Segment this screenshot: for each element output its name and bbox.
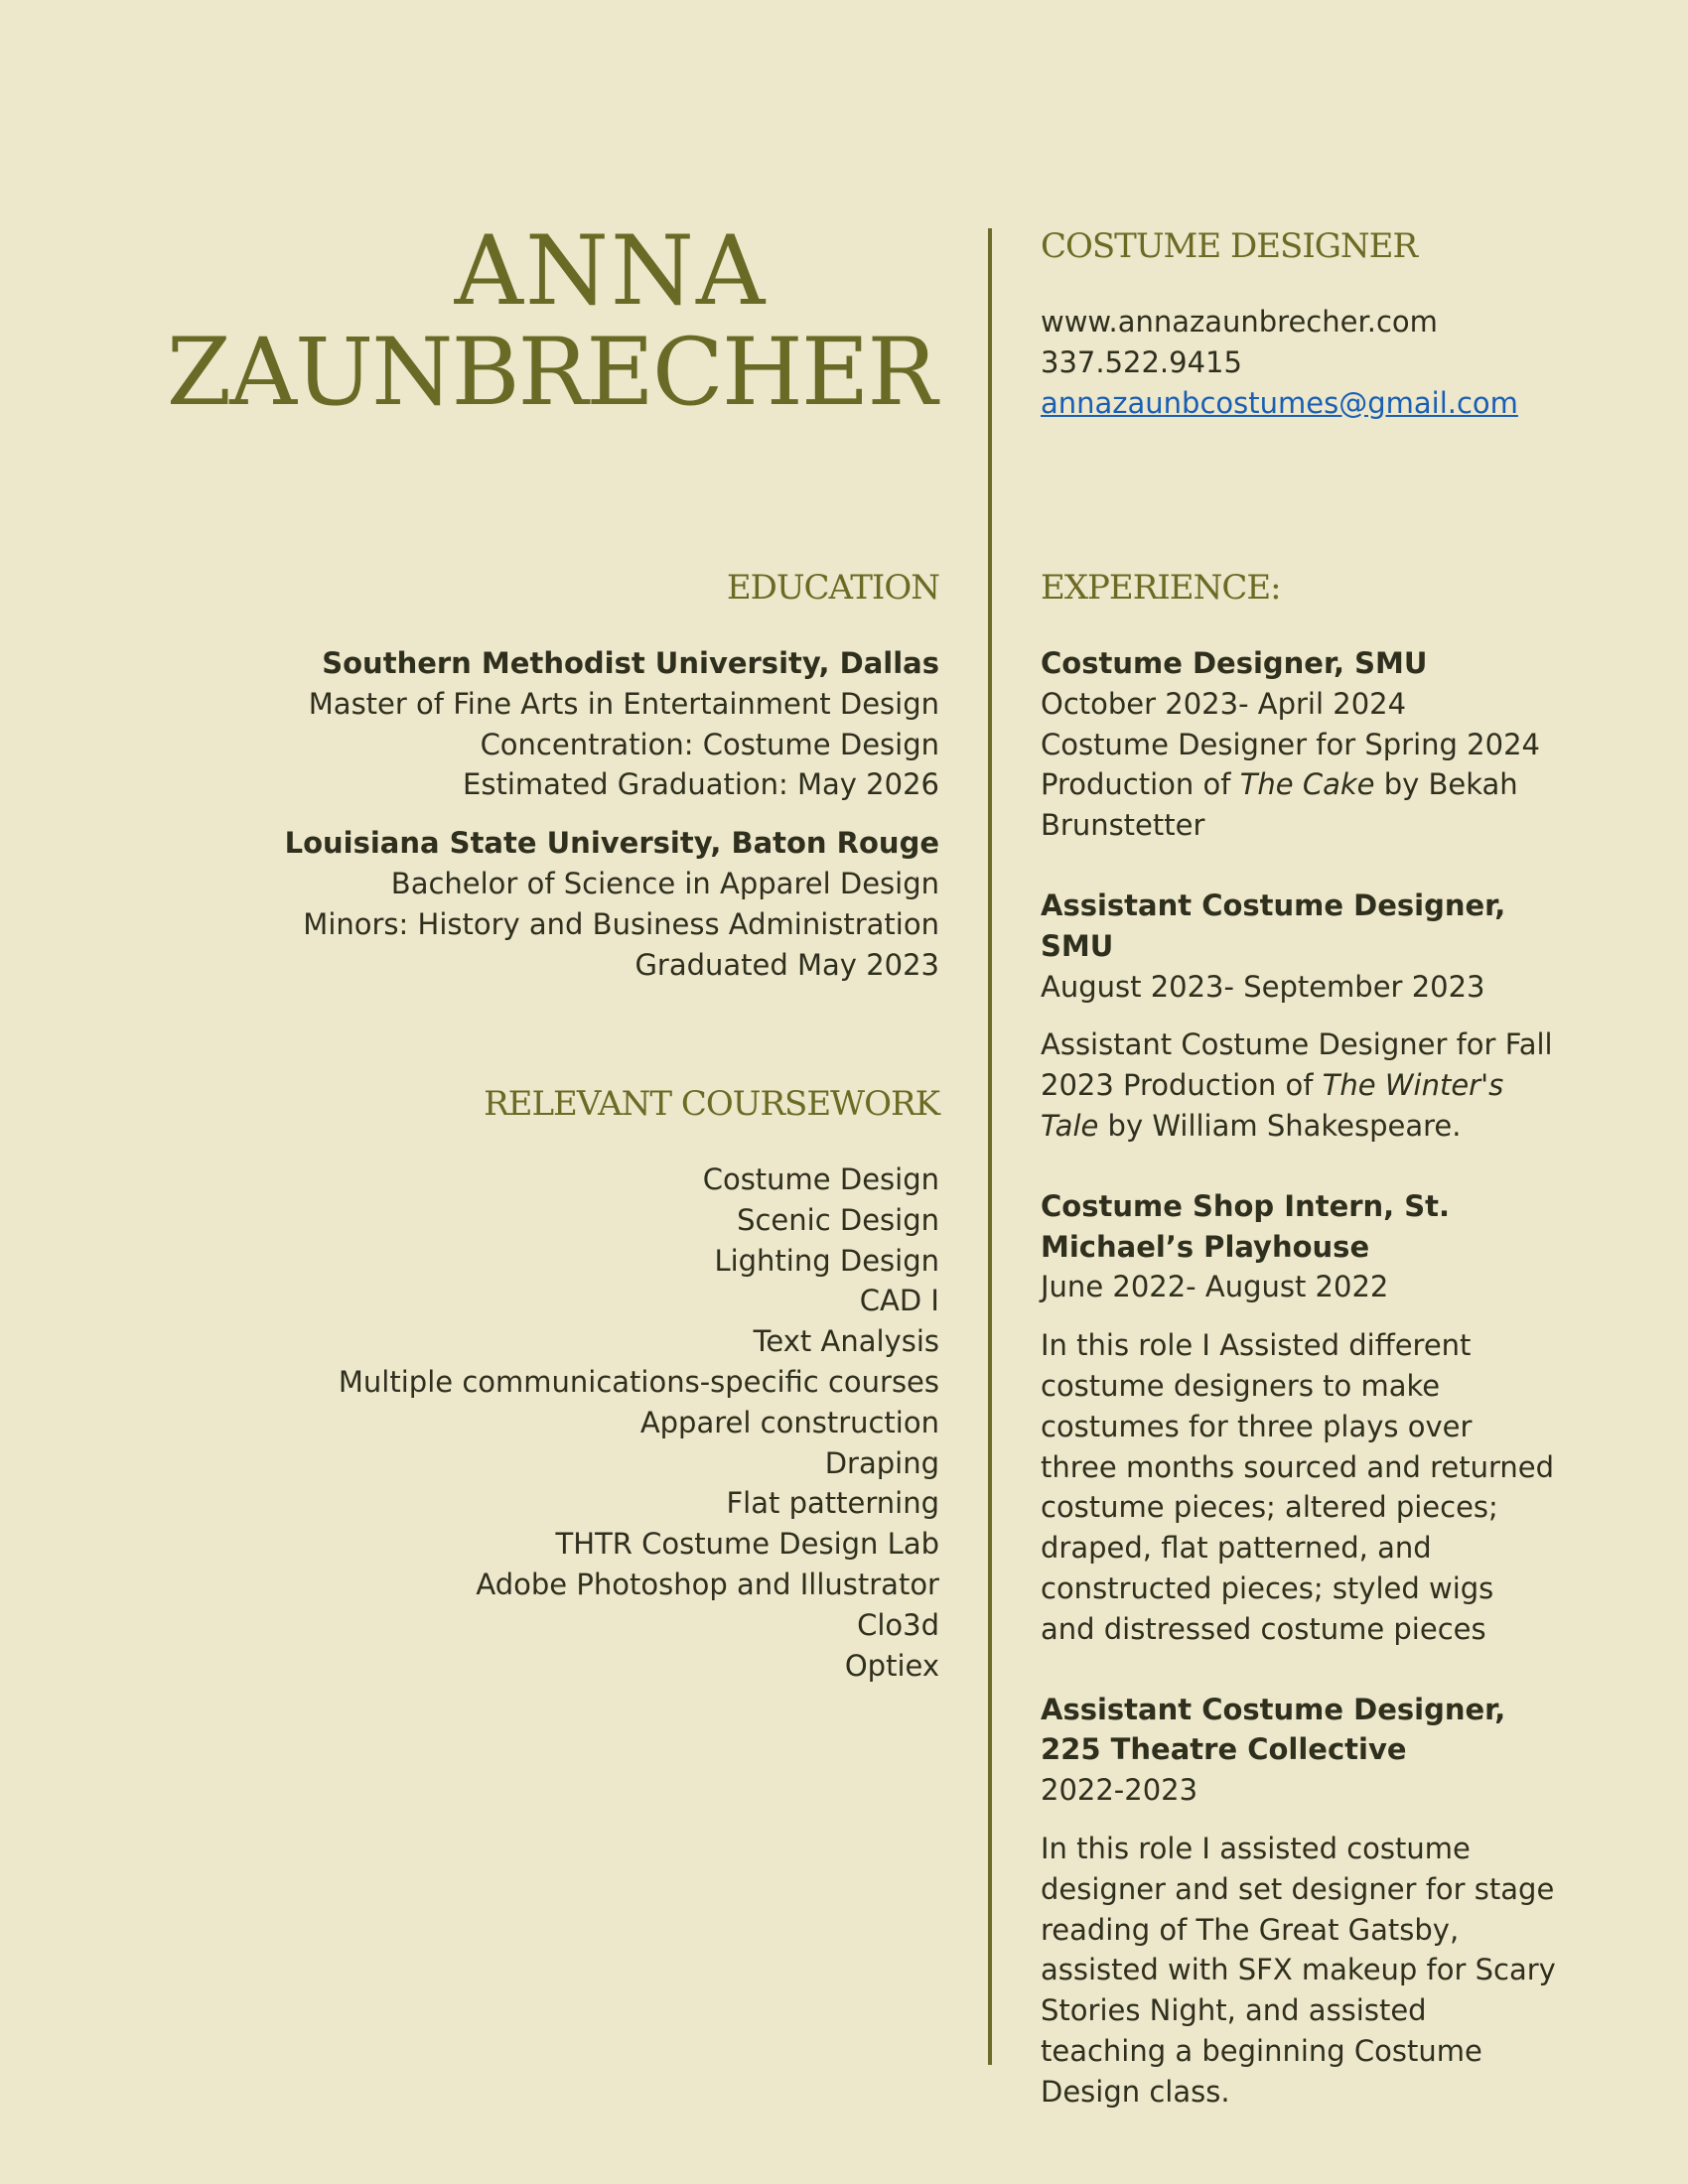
experience-entry — [1041, 1690, 1557, 2113]
course-item: CAD I — [859, 1284, 939, 1318]
coursework-list — [244, 1160, 939, 1686]
degree-line: Master of Fine Arts in Entertainment Design — [308, 686, 939, 721]
experience-title: Assistant Costume Designer, SMU — [1041, 887, 1506, 963]
phone-number: 337.522.9415 — [1041, 344, 1242, 379]
experience-description: In this role I assisted costume designer and set designer for stage reading of The Great Gatsby, assisted with SFX makeup for Scary Stories Night, and assisted teaching a beginning Costume Design class. — [1041, 1831, 1556, 2109]
degree-line: Bachelor of Science in Apparel Design — [390, 866, 939, 900]
course-item: Text Analysis — [753, 1324, 939, 1359]
job-title-heading: COSTUME DESIGNER — [1041, 226, 1418, 266]
production-title: The Cake — [1239, 767, 1375, 802]
degree-line: Estimated Graduation: May 2026 — [463, 767, 939, 802]
last-name: ZAUNBRECHER — [166, 319, 936, 427]
experience-title: Costume Shop Intern, St. Michael’s Playhouse — [1041, 1188, 1451, 1264]
course-item: Scenic Design — [737, 1202, 939, 1237]
experience-dates: 2022-2023 — [1041, 1773, 1198, 1808]
school-name: Southern Methodist University, Dallas — [322, 646, 939, 680]
course-item: Lighting Design — [714, 1243, 939, 1278]
description-text: Assistant Costume Designer for Fall 2023 Production of — [1041, 1027, 1553, 1103]
education-entry — [244, 643, 939, 805]
experience-title: Costume Designer, SMU — [1041, 646, 1428, 680]
course-item: THTR Costume Design Lab — [555, 1527, 939, 1562]
experience-dates: October 2023- April 2024 — [1041, 686, 1407, 721]
production-title: The Winter's Tale — [1041, 1068, 1504, 1143]
contact-block — [1041, 302, 1557, 423]
email-link[interactable]: annazaunbcostumes@gmail.com — [1041, 385, 1518, 420]
course-item: Clo3d — [857, 1607, 939, 1642]
resume-name — [139, 215, 963, 427]
experience-description — [1041, 725, 1557, 846]
description-text: by Bekah Brunstetter — [1041, 767, 1518, 843]
coursework-heading: RELEVANT COURSEWORK — [484, 1084, 939, 1124]
column-divider — [988, 228, 992, 2065]
description-text: Costume Designer for Spring 2024 Production of — [1041, 727, 1540, 802]
experience-description: In this role I Assisted different costume designers to make costumes for three plays over three months sourced and returned costume pieces; altered pieces; draped, flat patterned, and constructed pieces; styled wigs and distressed costume pieces — [1041, 1328, 1555, 1646]
experience-entry — [1041, 886, 1557, 1147]
degree-line: Concentration: Costume Design — [480, 727, 939, 761]
degree-line: Minors: History and Business Administration — [303, 906, 939, 941]
education-heading: EDUCATION — [726, 568, 939, 608]
experience-title: Assistant Costume Designer, 225 Theatre Collective — [1041, 1692, 1506, 1767]
website-link[interactable]: www.annazaunbrecher.com — [1041, 305, 1438, 339]
experience-heading: EXPERIENCE: — [1041, 568, 1281, 608]
education-entry — [244, 823, 939, 985]
experience-dates: August 2023- September 2023 — [1041, 969, 1485, 1004]
course-item: Adobe Photoshop and Illustrator — [476, 1567, 939, 1601]
experience-entry — [1041, 1186, 1557, 1650]
experience-entry — [1041, 643, 1557, 846]
experience-description — [1041, 1024, 1557, 1146]
education-section — [244, 643, 939, 985]
first-name: ANNA — [454, 215, 768, 327]
degree-line: Graduated May 2023 — [634, 947, 939, 982]
course-item: Multiple communications-specific courses — [338, 1364, 939, 1399]
experience-dates: June 2022- August 2022 — [1041, 1270, 1389, 1304]
course-item: Apparel construction — [639, 1405, 939, 1439]
course-item: Flat patterning — [726, 1486, 939, 1521]
course-item: Costume Design — [702, 1162, 939, 1196]
course-item: Optiex — [844, 1648, 939, 1683]
experience-section — [1041, 643, 1557, 2113]
school-name: Louisiana State University, Baton Rouge — [284, 826, 939, 861]
description-text: by William Shakespeare. — [1098, 1108, 1462, 1143]
course-item: Draping — [824, 1445, 939, 1480]
